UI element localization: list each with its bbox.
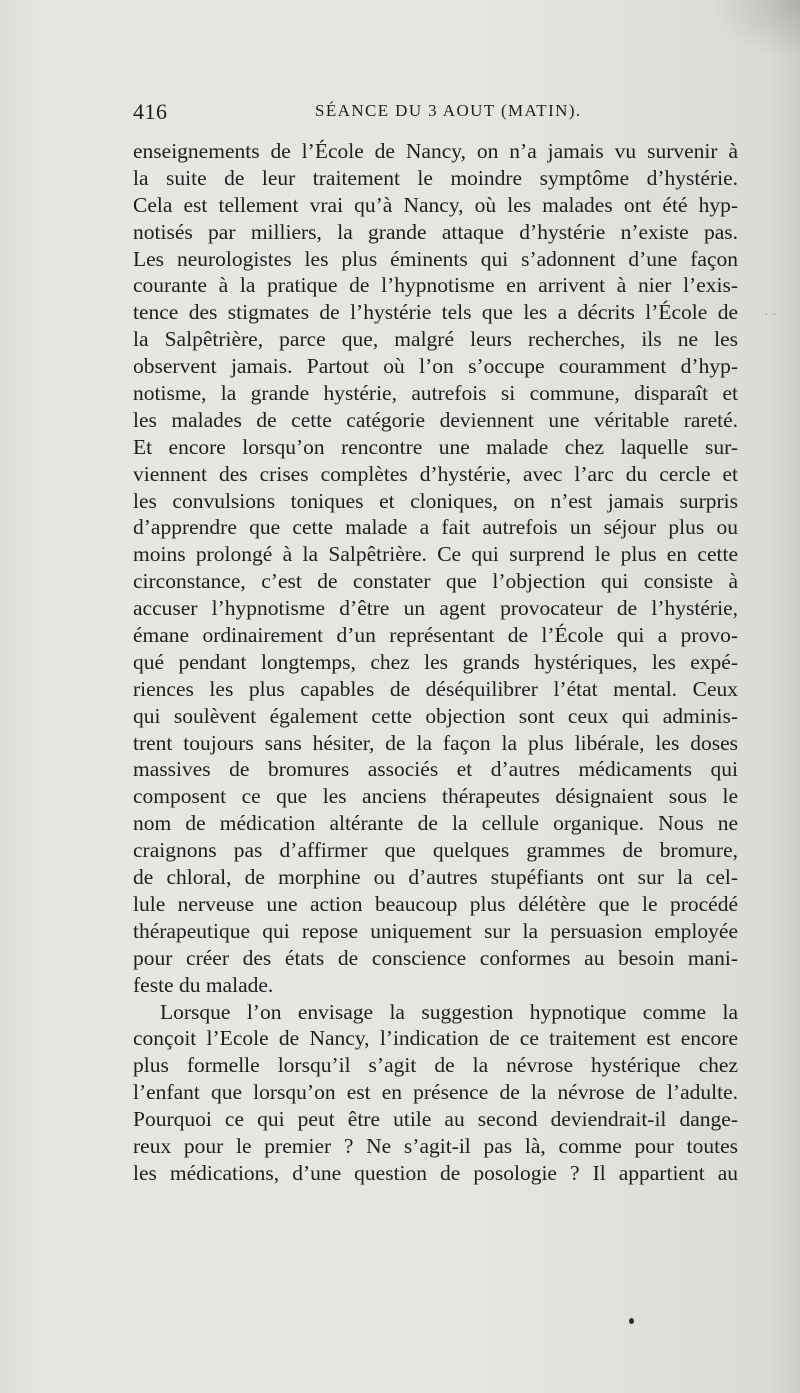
text-line: les convulsions toniques et cloniques, on n’est jamais surpris: [133, 488, 738, 513]
text-line: accuser l’hypnotisme d’être un agent provocateur de l’hystérie,: [133, 596, 738, 621]
text-line: l’enfant que lorsqu’on est en présence de la névrose de l’adulte.: [133, 1080, 738, 1105]
text-line: émane ordinairement d’un représentant de l’École qui a provo-: [133, 623, 738, 648]
text-line: la suite de leur traitement le moindre symptôme d’hystérie.: [133, 165, 738, 190]
text-line: feste du malade.: [133, 972, 274, 997]
text-line: moins prolongé à la Salpêtrière. Ce qui surprend le plus en cette: [133, 542, 738, 567]
text-line: circonstance, c’est de constater que l’objection qui consiste à: [133, 569, 738, 594]
text-line: tence des stigmates de l’hystérie tels que les a décrits l’École de: [133, 300, 738, 325]
running-head: SÉANCE DU 3 AOUT (MATIN).: [315, 101, 582, 120]
text-line: conçoit l’Ecole de Nancy, l’indication de ce traitement est encore: [133, 1026, 738, 1051]
text-line: Et encore lorsqu’on rencontre une malade chez laquelle sur-: [133, 434, 738, 459]
text-line: trent toujours sans hésiter, de la façon la plus libérale, les doses: [133, 730, 738, 755]
text-line: thérapeutique qui repose uniquement sur la persuasion employée: [133, 918, 738, 943]
text-line: nom de médication altérante de la cellule organique. Nous ne: [133, 811, 738, 836]
text-line: d’apprendre que cette malade a fait autrefois un séjour plus ou: [133, 515, 738, 540]
text-line: Les neurologistes les plus éminents qui s’adonnent d’une façon: [133, 246, 738, 271]
text-line: la Salpêtrière, parce que, malgré leurs recherches, ils ne les: [133, 327, 738, 352]
text-line: viennent des crises complètes d’hystérie, avec l’arc du cercle et: [133, 461, 738, 486]
text-line: Lorsque l’on envisage la suggestion hypnotique comme la: [160, 999, 738, 1024]
text-line: observent jamais. Partout où l’on s’occupe couramment d’hyp-: [133, 354, 738, 379]
text-line: notisés par milliers, la grande attaque d’hystérie n’existe pas.: [133, 219, 738, 244]
text-line: Pourquoi ce qui peut être utile au second deviendrait-il dange-: [133, 1107, 738, 1132]
text-line: riences les plus capables de déséquilibrer l’état mental. Ceux: [133, 676, 738, 701]
body-text: [133, 138, 738, 1187]
page-header: [133, 99, 738, 129]
text-line: lule nerveuse une action beaucoup plus délétère que le procédé: [133, 891, 738, 916]
page-number: 416: [133, 99, 168, 124]
text-line: reux pour le premier ? Ne s’agit-il pas là, comme pour toutes: [133, 1133, 738, 1158]
text-line: qui soulèvent également cette objection sont ceux qui adminis-: [133, 703, 738, 728]
text-line: enseignements de l’École de Nancy, on n’a jamais vu survenir à: [133, 139, 738, 163]
text-line: courante à la pratique de l’hypnotisme en arrivent à nier l’exis-: [133, 273, 738, 298]
text-line: les médications, d’une question de posologie ? Il appartient au: [133, 1160, 738, 1185]
ink-speck: [629, 1318, 634, 1324]
text-line: massives de bromures associés et d’autres médicaments qui: [133, 757, 738, 782]
text-line: craignons pas d’affirmer que quelques grammes de bromure,: [133, 838, 738, 863]
text-line: de chloral, de morphine ou d’autres stupéfiants ont sur la cel-: [133, 865, 738, 890]
paragraph-1: [133, 138, 738, 999]
text-line: composent ce que les anciens thérapeutes désignaient sous le: [133, 784, 738, 809]
text-line: Cela est tellement vrai qu’à Nancy, où les malades ont été hyp-: [133, 192, 738, 217]
paragraph-2: [133, 999, 738, 1187]
text-line: qué pendant longtemps, chez les grands hystériques, les expé-: [133, 649, 738, 674]
text-line: pour créer des états de conscience conformes au besoin mani-: [133, 945, 738, 970]
text-line: plus formelle lorsqu’il s’agit de la névrose hystérique chez: [133, 1053, 738, 1078]
margin-speck: · ·: [764, 308, 777, 323]
text-line: les malades de cette catégorie deviennent une véritable rareté.: [133, 407, 738, 432]
text-line: notisme, la grande hystérie, autrefois si commune, disparaît et: [133, 381, 738, 406]
page-corner-shadow: [710, 0, 800, 60]
